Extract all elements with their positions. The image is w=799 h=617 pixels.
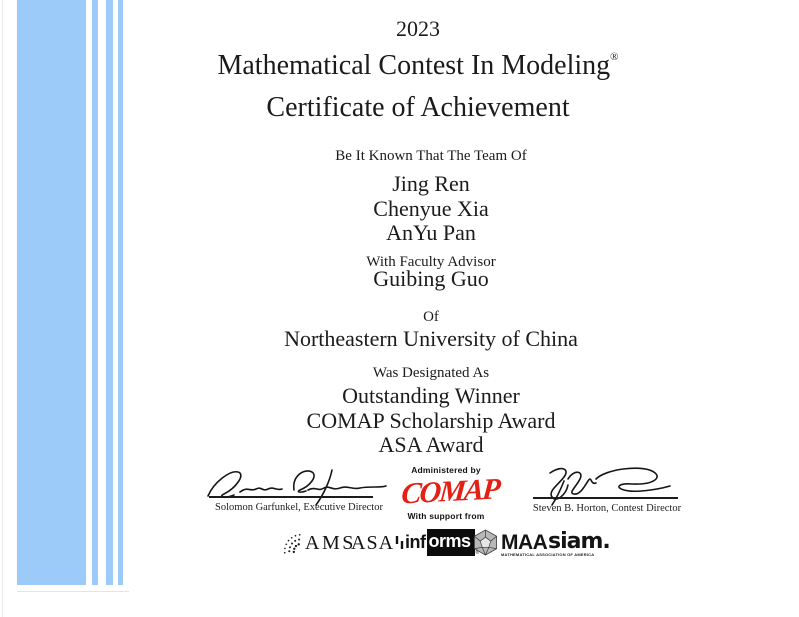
contest-director-caption: Steven B. Horton, Contest Director xyxy=(532,503,682,514)
stripe-shadow-line xyxy=(17,591,129,592)
designation-intro: Was Designated As xyxy=(372,365,490,381)
certificate-subtitle: Certificate of Achievement xyxy=(266,92,570,123)
page-edge-line xyxy=(2,0,3,617)
support-label: With support from xyxy=(407,511,485,521)
ams-logo xyxy=(281,531,356,555)
siam-label: siam. xyxy=(548,529,610,554)
informs-suffix: orms xyxy=(427,529,475,556)
maa-polyhedron-icon xyxy=(472,529,499,556)
contest-title-text: Mathematical Contest In Modeling xyxy=(217,50,611,81)
executive-director-caption: Solomon Garfunkel, Executive Director xyxy=(215,502,383,513)
informs-registered-mark: ® xyxy=(475,550,480,556)
team-intro: Be It Known That The Team Of xyxy=(335,148,527,164)
asa-logo xyxy=(351,532,406,555)
garfunkel-signature xyxy=(200,464,390,506)
signature-line-left xyxy=(209,496,373,498)
team-members xyxy=(123,172,739,246)
award-line: ASA Award xyxy=(378,432,484,457)
decorative-stripe-wide xyxy=(17,0,86,585)
decorative-stripe-thin-2 xyxy=(106,0,113,585)
institution-name: Northeastern University of China xyxy=(284,326,578,351)
year: 2023 xyxy=(396,16,440,41)
contest-title xyxy=(110,50,726,82)
informs-logo xyxy=(405,529,479,556)
siam-logo xyxy=(548,529,610,554)
advisor-name: Guibing Guo xyxy=(373,266,489,291)
team-member-name: AnYu Pan xyxy=(386,220,476,245)
maa-subtext: MATHEMATICAL ASSOCIATION OF AMERICA xyxy=(501,552,595,557)
comap-logo: COMAP xyxy=(399,472,501,511)
signature-line-right xyxy=(533,497,678,499)
advisor-intro: With Faculty Advisor xyxy=(366,254,496,270)
registered-mark: ® xyxy=(610,51,619,63)
maa-label: MAA xyxy=(501,530,548,554)
informs-prefix: inf xyxy=(405,532,426,552)
administered-by-label: Administered by xyxy=(411,465,481,475)
ams-label: AMS xyxy=(305,531,356,554)
team-member-name: Chenyue Xia xyxy=(373,195,489,221)
awards-list xyxy=(123,384,739,458)
award-line: COMAP Scholarship Award xyxy=(306,407,556,433)
ams-dot-fan-icon xyxy=(281,531,303,555)
decorative-stripe-thin-3 xyxy=(118,0,123,585)
team-member-name: Jing Ren xyxy=(392,171,470,196)
horton-signature xyxy=(532,461,682,506)
of-label: Of xyxy=(423,309,439,325)
decorative-stripe-thin-1 xyxy=(92,0,98,585)
award-line: Outstanding Winner xyxy=(342,383,520,408)
asa-label: ASA xyxy=(351,532,395,554)
